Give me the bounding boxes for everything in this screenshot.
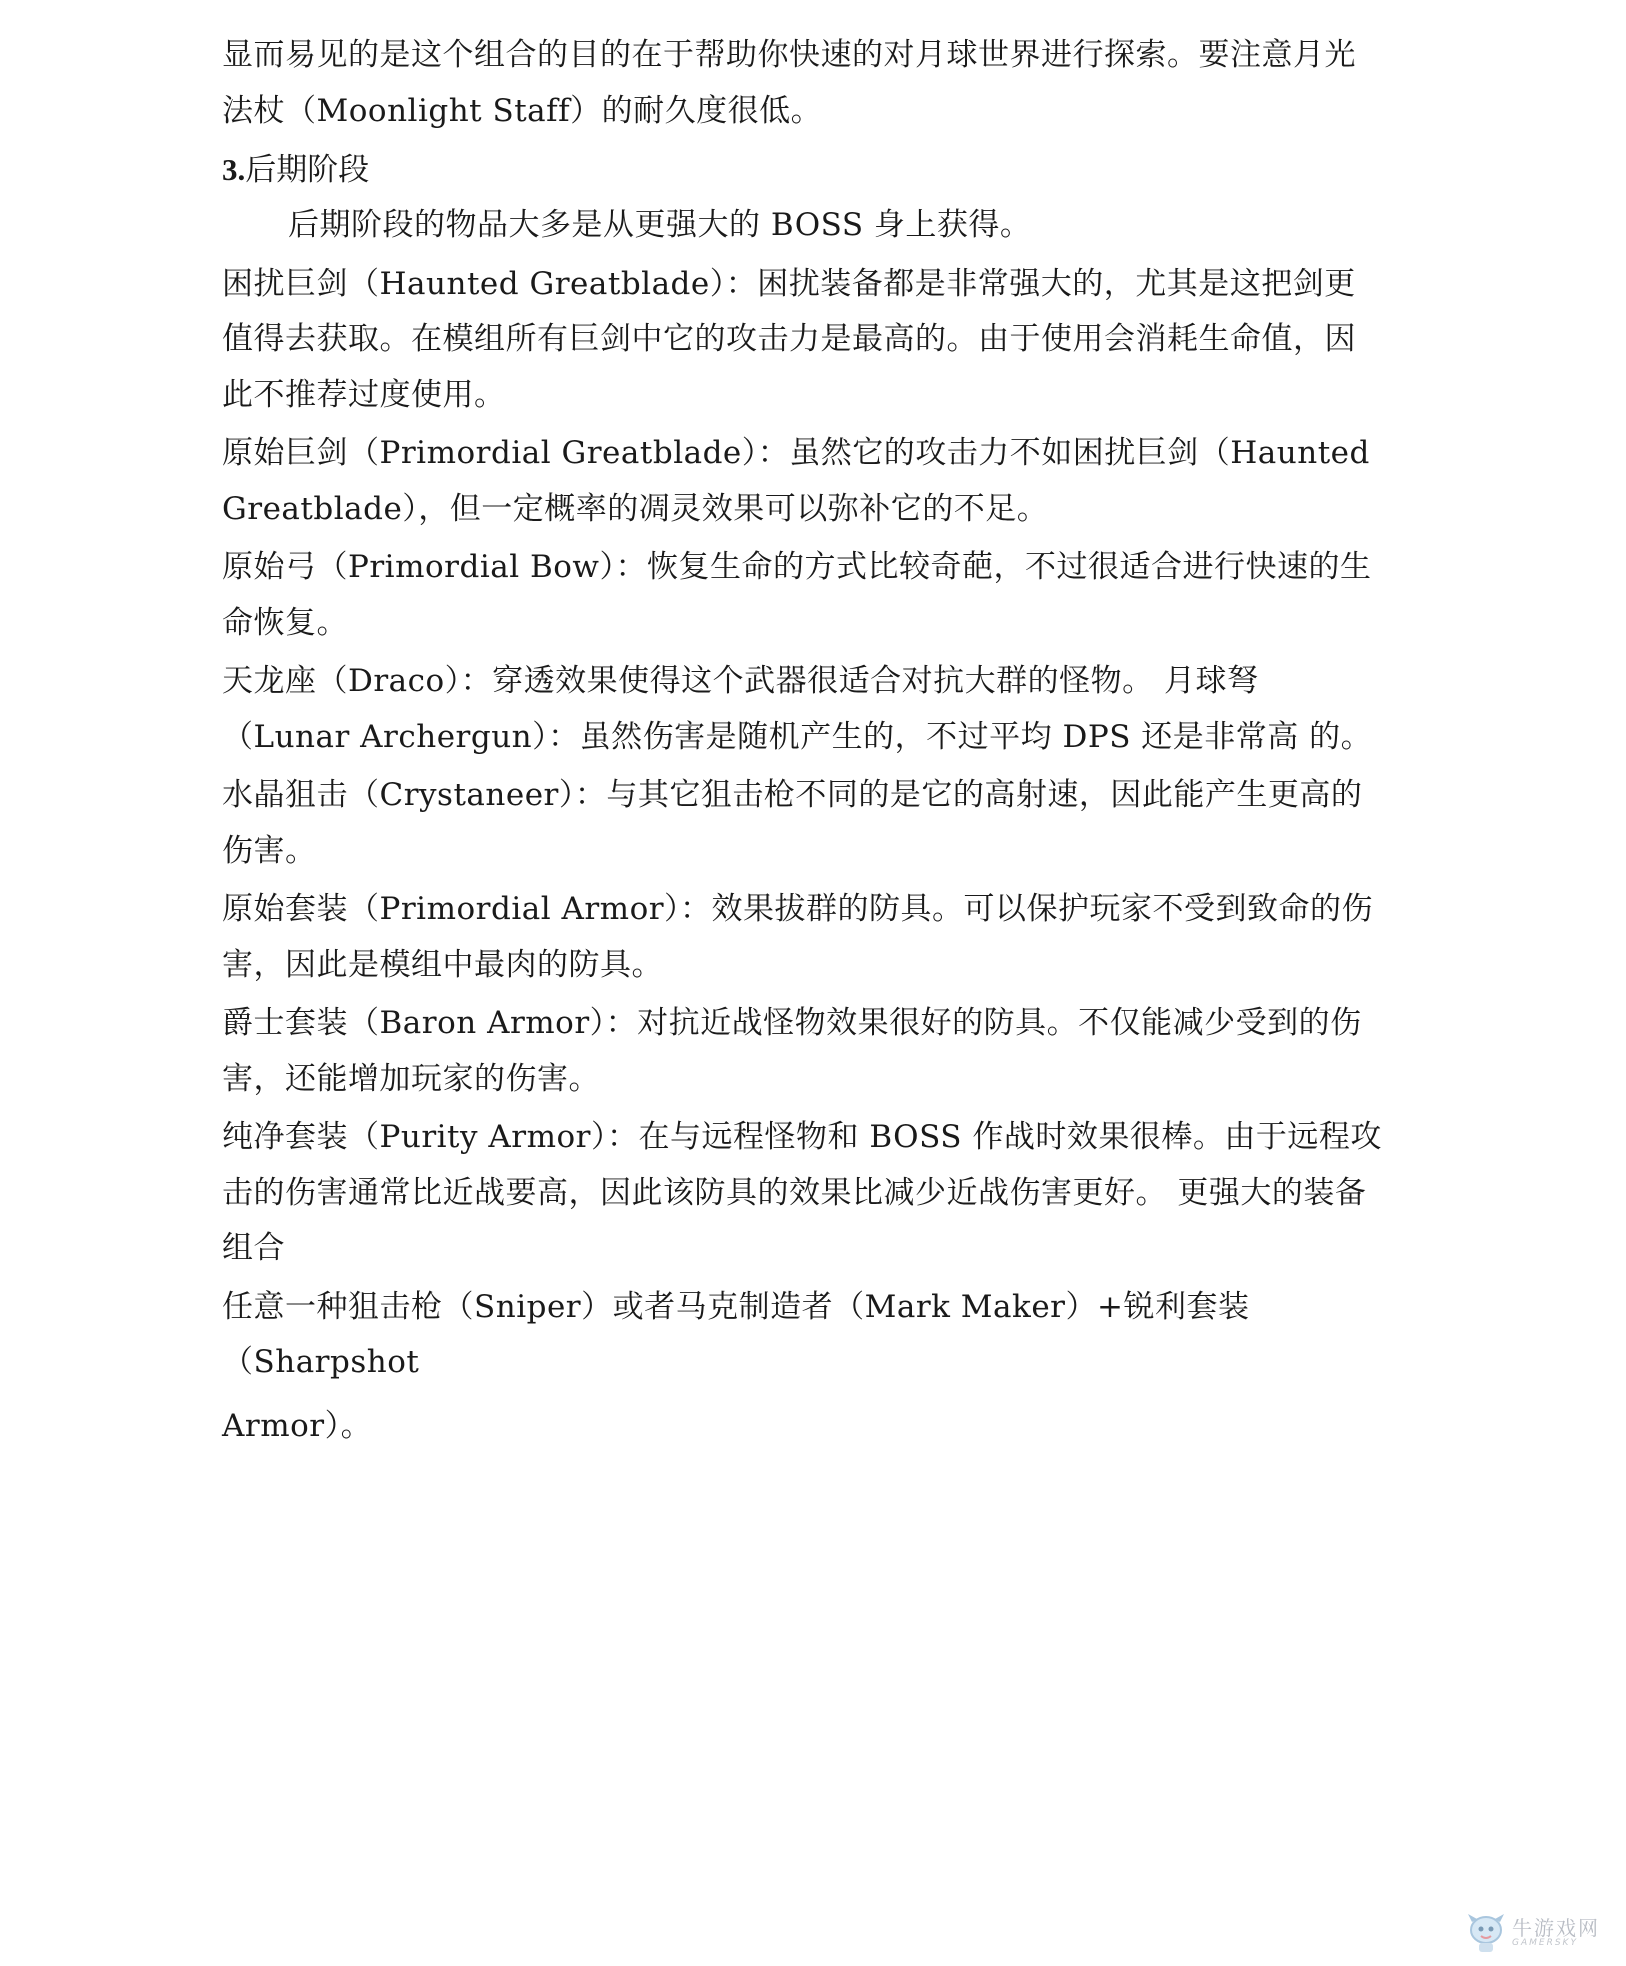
- heading-title: 后期阶段: [245, 152, 370, 188]
- section-heading: [222, 142, 1382, 198]
- watermark-subtext: GAMERSKY: [1512, 1938, 1578, 1948]
- paragraph-haunted-greatblade: 困扰巨剑（Haunted Greatblade）：困扰装备都是非常强大的，尤其是这把剑更值得去获取。在模组所有巨剑中它的攻击力是最高的。由于使用会消耗生命值，因此不推荐过度使用。: [222, 265, 1356, 413]
- watermark: [1464, 1910, 1614, 1956]
- paragraph-purity-armor: 纯净套装（Purity Armor）：在与远程怪物和 BOSS 作战时效果很棒。由于远程攻击的伤害通常比近战要高，因此该防具的效果比减少近战伤害更好。 更强大的装备组合: [222, 1119, 1382, 1266]
- paragraph-draco: 天龙座（Draco）：穿透效果使得这个武器很适合对抗大群的怪物。 月球弩（Lunar Archergun）：虽然伤害是随机产生的，不过平均 DPS 还是非常高 的。: [222, 663, 1373, 755]
- heading-number: 3.: [222, 152, 246, 187]
- mascot-icon: [1464, 1910, 1510, 1956]
- paragraph-crystaneer: 水晶狙击（Crystaneer）：与其它狙击枪不同的是它的高射速，因此能产生更高的伤害。: [222, 777, 1363, 869]
- paragraph-primordial-bow: 原始弓（Primordial Bow）：恢复生命的方式比较奇葩，不过很适合进行快速的生命恢复。: [222, 549, 1372, 641]
- paragraph-sniper-combo-end: Armor）。: [222, 1407, 373, 1444]
- paragraph-primordial-armor: 原始套装（Primordial Armor）：效果拔群的防具。可以保护玩家不受到致命的伤害，因此是模组中最肉的防具。: [222, 891, 1374, 983]
- paragraph-section-intro: 后期阶段的物品大多是从更强大的 BOSS 身上获得。: [288, 207, 1032, 243]
- paragraph-baron-armor: 爵士套装（Baron Armor）：对抗近战怪物效果很好的防具。不仅能减少受到的伤害，还能增加玩家的伤害。: [222, 1005, 1362, 1097]
- paragraph-intro: 显而易见的是这个组合的目的在于帮助你快速的对月球世界进行探索。要注意月光法杖（Moonlight Staff）的耐久度很低。: [222, 37, 1356, 129]
- document-body: [222, 28, 1382, 1461]
- paragraph-sniper-combo: 任意一种狙击枪（Sniper）或者马克制造者（Mark Maker）+锐利套装（Sharpshot: [222, 1288, 1250, 1380]
- watermark-text: 牛游戏网: [1512, 1916, 1600, 1940]
- paragraph-primordial-greatblade: 原始巨剑（Primordial Greatblade）：虽然它的攻击力不如困扰巨剑（Haunted Greatblade），但一定概率的凋灵效果可以弥补它的不足。: [222, 435, 1370, 527]
